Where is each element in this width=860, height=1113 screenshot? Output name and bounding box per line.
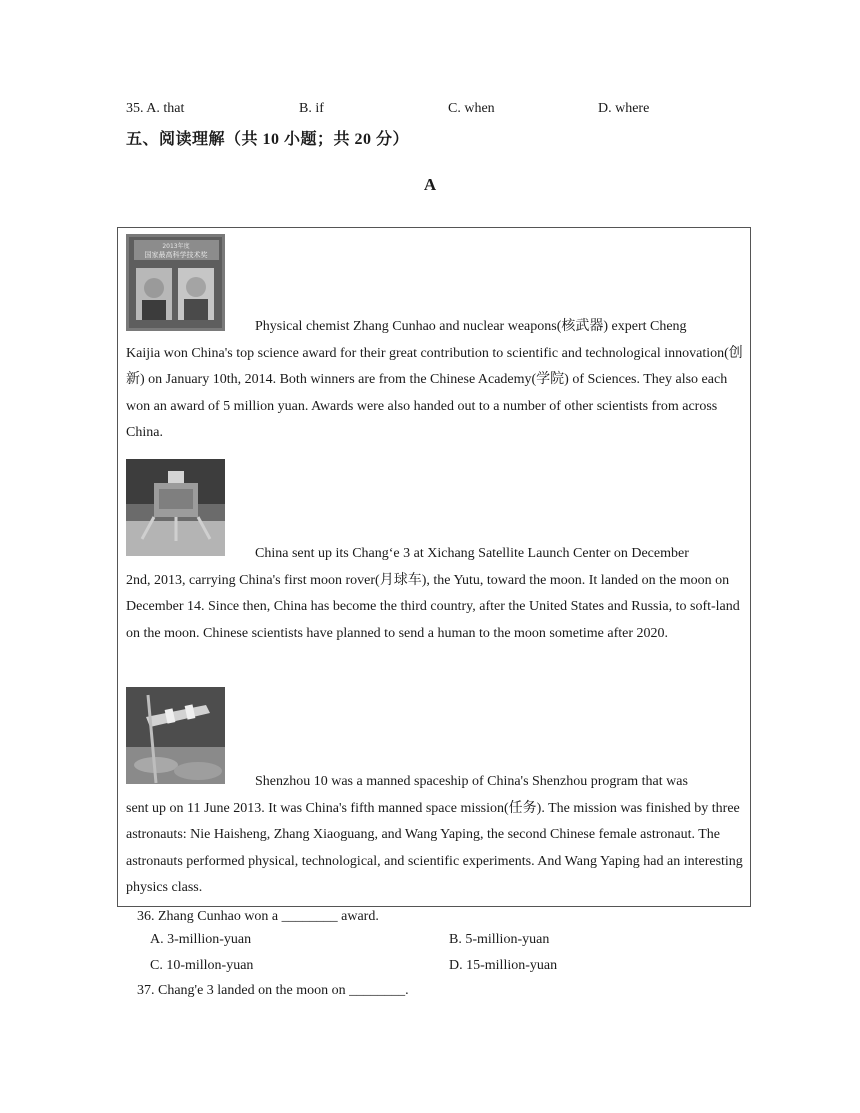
item1-first-line: Physical chemist Zhang Cunhao and nuclear weapons(核武器) expert Cheng xyxy=(255,319,687,334)
svg-text:2013年度: 2013年度 xyxy=(162,243,190,250)
question-36-stem: 36. Zhang Cunhao won a ________ award. xyxy=(137,909,379,924)
option-35-c: C. when xyxy=(448,101,495,116)
passage-label: A xyxy=(423,175,437,194)
option-36-c: C. 10-millon-yuan xyxy=(150,958,254,973)
option-36-a: A. 3-million-yuan xyxy=(150,932,252,947)
item2-first-line: China sent up its Chang‘e 3 at Xichang Satellite Launch Center on December xyxy=(255,546,689,561)
item1-body: Kaijia won China's top science award for their great contribution to scientific and technological innovation(创新) on January 10th, 2014. Both winners are from the Chinese Academy(学院) of Sciences. They also each won an award of 5 million yuan. Awards were also handed out to a number of other scientists from across China. xyxy=(126,345,743,440)
option-36-b: B. 5-million-yuan xyxy=(449,932,550,947)
item3-first-line: Shenzhou 10 was a manned spaceship of China's Shenzhou program that was xyxy=(255,774,688,789)
section-title: 五、阅读理解（共 10 小题；共 20 分） xyxy=(126,131,410,148)
question-37-stem: 37. Chang'e 3 landed on the moon on ________. xyxy=(137,983,409,998)
passage-item-shenzhou10 xyxy=(126,687,744,902)
spaceship-photo xyxy=(126,687,225,784)
passage-item-award xyxy=(126,234,744,447)
option-35-a: 35. A. that xyxy=(126,101,185,116)
option-35-d: D. where xyxy=(598,101,650,116)
svg-text:国家最高科学技术奖: 国家最高科学技术奖 xyxy=(144,251,208,259)
moon-lander-photo xyxy=(126,459,225,556)
passage-item-change3 xyxy=(126,459,744,647)
award-photo xyxy=(126,234,225,331)
passage-box xyxy=(117,227,751,907)
option-35-b: B. if xyxy=(299,101,324,116)
option-36-d: D. 15-million-yuan xyxy=(449,958,558,973)
item2-body: 2nd, 2013, carrying China's first moon rover(月球车), the Yutu, toward the moon. It landed on the moon on December 14. Since then, China has become the third country, after the United States and Russia, to soft-land on the moon. Chinese scientists have planned to send a human to the moon sometime after 2020. xyxy=(126,572,740,641)
item3-body: sent up on 11 June 2013. It was China's fifth manned space mission(任务). The mission was finished by three astronauts: Nie Haisheng, Zhang Xiaoguang, and Wang Yaping, the second Chinese female astronaut. The astronauts performed physical, technological, and scientific experiments. And Wang Yaping had an interesting physics class. xyxy=(126,800,743,895)
